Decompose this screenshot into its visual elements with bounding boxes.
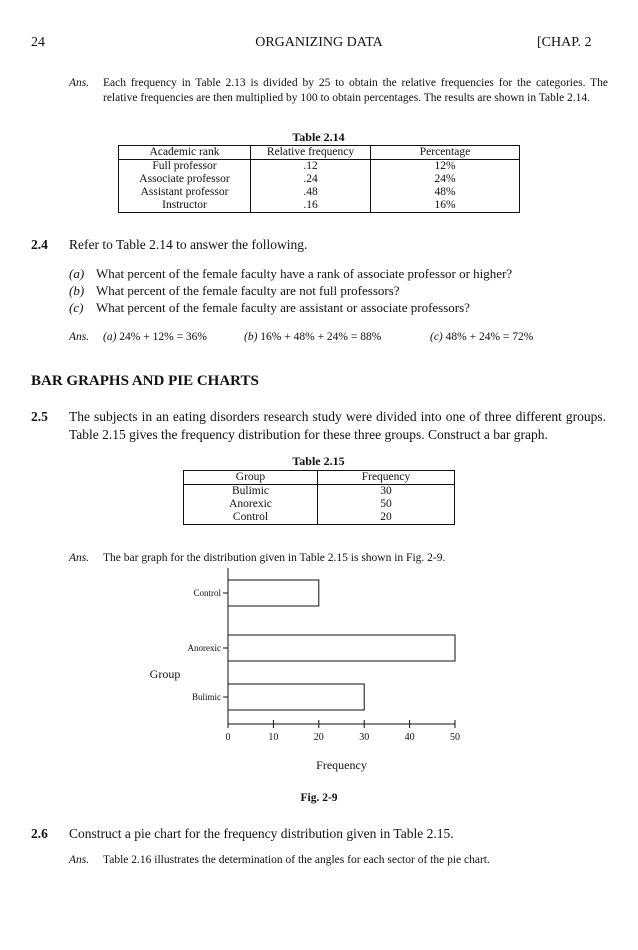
part-text: What percent of the female faculty are assistant or associate professors? <box>96 300 470 315</box>
table-row <box>184 511 455 525</box>
table-cell: Instructor <box>162 199 207 211</box>
problem-number: 2.6 <box>31 826 48 841</box>
part-text: What percent of the female faculty are not full professors? <box>96 283 400 298</box>
bar <box>228 684 364 710</box>
table-cell: Associate professor <box>139 173 230 185</box>
problem-text: The subjects in an eating disorders research study were divided into one of three different groups. Table 2.15 gives the frequency distribution for these three groups. Construct a bar graph. <box>69 409 606 442</box>
answer-b: (b) 16% + 48% + 24% = 88% <box>244 331 382 343</box>
y-axis-title: Group <box>149 667 181 681</box>
bar-chart <box>0 560 638 820</box>
column-header: Relative frequency <box>251 146 371 160</box>
answer-label: Ans. <box>69 854 90 866</box>
answer-label: Ans. <box>69 77 90 89</box>
table-title: Table 2.14 <box>292 130 345 144</box>
table-cell: .12 <box>251 160 371 174</box>
table-cell: Control <box>232 511 269 523</box>
part-text: What percent of the female faculty have a rank of associate professor or higher? <box>96 266 513 281</box>
table-cell: 30 <box>318 485 455 499</box>
x-tick-label: 20 <box>313 732 324 743</box>
column-header: Group <box>184 471 318 485</box>
page-number: 24 <box>31 35 45 50</box>
x-tick-label: 0 <box>225 732 231 743</box>
table-cell: 16% <box>371 199 520 213</box>
answer-text: The bar graph for the distribution given in Table 2.15 is shown in Fig. 2-9. <box>103 552 446 564</box>
table-header-row <box>184 471 455 485</box>
table-title: Table 2.15 <box>292 454 345 468</box>
table-cell: 12% <box>371 160 520 174</box>
table-row <box>119 186 520 199</box>
table-cell: Assistant professor <box>140 186 229 198</box>
table-cell: .24 <box>251 173 371 186</box>
answer-text: Table 2.16 illustrates the determination of the angles for each sector of the pie chart. <box>103 854 490 866</box>
x-axis-title: Frequency <box>316 758 367 772</box>
bar <box>228 635 455 661</box>
y-tick-label: Anorexic <box>187 643 221 653</box>
part-label: (c) <box>69 300 84 315</box>
answer-c: (c) 48% + 24% = 72% <box>430 331 534 343</box>
problem-text: Refer to Table 2.14 to answer the following. <box>69 237 308 252</box>
problem-number: 2.5 <box>31 409 48 424</box>
x-tick-label: 40 <box>404 732 415 743</box>
table-cell: Bulimic <box>231 485 270 497</box>
part-label: (a) <box>69 266 85 281</box>
problem-text: Construct a pie chart for the frequency distribution given in Table 2.15. <box>69 826 454 841</box>
table-cell: 48% <box>371 186 520 199</box>
column-header: Percentage <box>371 146 520 160</box>
table-row <box>119 199 520 213</box>
table-cell: .48 <box>251 186 371 199</box>
table-cell: 24% <box>371 173 520 186</box>
column-header: Academic rank <box>119 146 251 160</box>
table-cell: Anorexic <box>229 498 272 510</box>
problem-number: 2.4 <box>31 237 48 252</box>
answer-a: (a) 24% + 12% = 36% <box>103 331 208 343</box>
bar <box>228 580 319 606</box>
table-row <box>119 173 520 186</box>
column-header: Frequency <box>318 471 455 485</box>
answer-label: Ans. <box>69 331 90 343</box>
x-tick-label: 50 <box>450 732 460 743</box>
table-cell: 20 <box>318 511 455 525</box>
table-row <box>184 498 455 511</box>
part-label: (b) <box>69 283 85 298</box>
frequency-table <box>118 145 520 213</box>
table-cell: .16 <box>251 199 371 213</box>
table-cell: Full professor <box>152 160 217 172</box>
frequency-table <box>183 470 455 525</box>
y-tick-label: Control <box>193 588 221 598</box>
y-tick-label: Bulimic <box>192 692 221 702</box>
figure-caption: Fig. 2-9 <box>300 792 338 804</box>
running-title: ORGANIZING DATA <box>255 35 383 50</box>
chapter-label: [CHAP. 2 <box>537 35 592 50</box>
table-row <box>184 485 455 499</box>
answer-label: Ans. <box>69 552 90 564</box>
section-heading: BAR GRAPHS AND PIE CHARTS <box>31 373 259 389</box>
answer-text: Each frequency in Table 2.13 is divided by 25 to obtain the relative frequencies for the categories. The relative frequencies are then multiplied by 100 to obtain percentages. The results are shown in Table 2.14. <box>103 77 608 104</box>
x-tick-label: 10 <box>268 732 279 743</box>
table-cell: 50 <box>318 498 455 511</box>
x-tick-label: 30 <box>359 732 370 743</box>
table-row <box>119 160 520 174</box>
table-header-row <box>119 146 520 160</box>
